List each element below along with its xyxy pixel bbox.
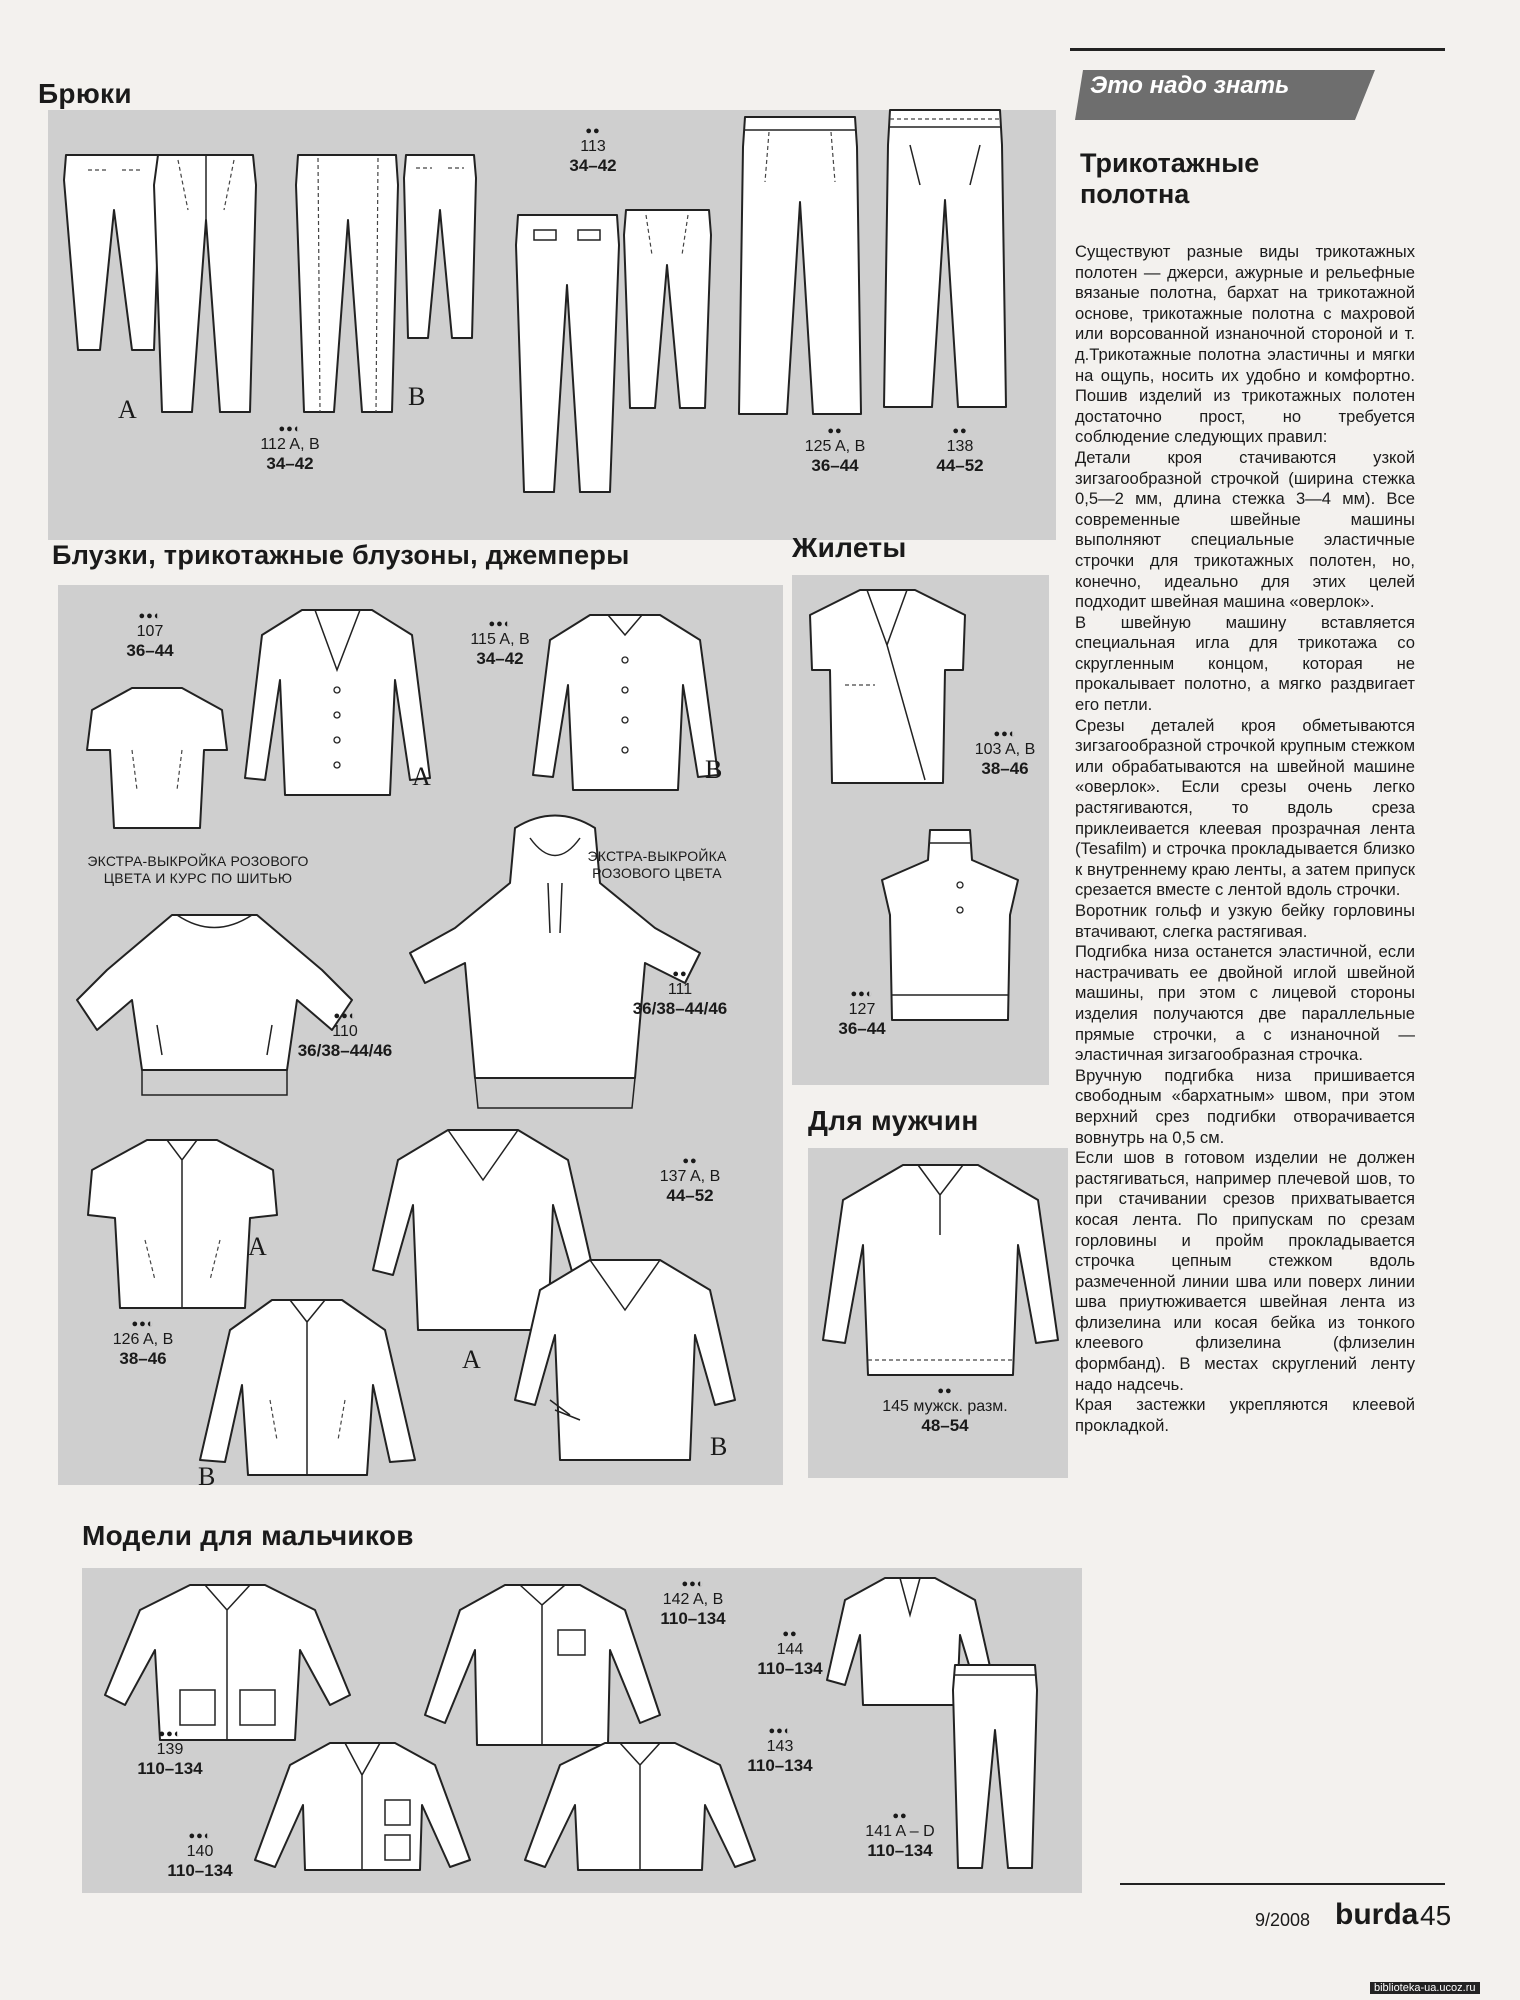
model-number: 127 <box>848 1001 876 1018</box>
variant-letter-b: B <box>408 382 426 411</box>
article-paragraph: Подгибка низа останется эластичной, если настрачивать ее двойной иглой швейной машины, при этом с лицевой стороны изделия получаются две параллельные прямые строчки, а с изнаночной — эластичная зигзагообразная строчка. <box>1075 942 1415 1065</box>
article-paragraph: Края застежки укрепляются клеевой прокладкой. <box>1075 1395 1415 1435</box>
trousers-112b-sketch <box>290 150 405 420</box>
article-paragraph: Воротник гольф и узкую бейку горловины втачивают, слегка растягивая. <box>1075 901 1415 941</box>
model-size: 38–46 <box>981 759 1029 778</box>
footer-page-number: 45 <box>1420 1900 1452 1931</box>
model-number: 111 <box>667 981 693 998</box>
jacket-139-sketch <box>100 1575 355 1745</box>
model-size: 48–54 <box>921 1416 969 1435</box>
section-title-boys: Модели для мальчиков <box>82 1520 414 1551</box>
variant-letter-a: A <box>248 1232 267 1261</box>
model-number: 107 <box>136 623 164 640</box>
model-number: 126 A, B <box>112 1331 174 1348</box>
blouson-110-sketch <box>72 900 357 1100</box>
model-size: 110–134 <box>167 1861 233 1880</box>
model-label-103 <box>965 728 1045 778</box>
difficulty-dots: ●● <box>782 1628 798 1640</box>
trousers-141-sketch <box>950 1660 1040 1875</box>
trousers-138-sketch <box>880 105 1010 415</box>
model-label-143 <box>730 1725 830 1775</box>
section-title-blouses: Блузки, трикотажные блузоны, джемперы <box>52 540 630 570</box>
blouse-115b-sketch <box>528 605 723 795</box>
difficulty-dots: ●●◐ <box>138 610 162 622</box>
model-label-141 <box>845 1810 955 1860</box>
variant-letter-a: A <box>412 762 431 791</box>
model-label-107 <box>110 610 190 660</box>
section-title-trousers: Брюки <box>38 78 132 109</box>
article-paragraph: Если шов в готовом изделии не должен растягиваться, например плечевой шов, то при стачивании срезов прихватывается косая лента. По припускам по срезам горловины и пройм прокладывается строчка цепным стежком вдоль размеченной линии шва или поверх линии шва приутюживается швейная лента из флизелина или косая бейка из тонкого клеевого флизелина (флизелин формбанд). В местах скруглений ленту надо надсечь. <box>1075 1148 1415 1394</box>
note-extra-pink: ЭКСТРА-ВЫКРОЙКА РОЗОВОГО ЦВЕТА <box>587 848 727 881</box>
article-paragraph: Детали кроя стачиваются узкой зигзагообразной строчкой (ширина стежка 0,5—2 мм, длина стежка 3—4 мм). Все современные швейные машины выполняют специальные эластичные строчки для трикотажных полотен, но, конечно, идеально для этих целей подходит швейная машина «оверлок». <box>1075 447 1415 612</box>
trousers-112a-front-sketch <box>148 150 263 420</box>
sidebar-article <box>1075 242 1415 1436</box>
blouse-115a-sketch <box>240 600 435 800</box>
variant-letter-b: B <box>198 1462 216 1491</box>
model-size: 36/38–44/46 <box>297 1041 393 1060</box>
footer-watermark: biblioteka-ua.ucoz.ru <box>1370 1982 1480 1994</box>
model-label-144 <box>745 1628 835 1678</box>
model-number: 141 A – D <box>865 1823 935 1840</box>
vest-103-sketch <box>805 585 970 790</box>
model-number: 145 <box>882 1398 909 1415</box>
difficulty-dots: ●● <box>892 1810 908 1822</box>
model-number: 125 A, B <box>804 438 866 455</box>
variant-letter-b: B <box>705 755 723 784</box>
trousers-113-back-sketch <box>620 205 715 415</box>
difficulty-dots: ●●◐ <box>188 1830 212 1842</box>
difficulty-dots: ●●◐ <box>333 1010 357 1022</box>
model-label-145 <box>880 1385 1010 1435</box>
footer-issue: 9/2008 <box>1255 1910 1311 1930</box>
model-label-139 <box>125 1728 215 1778</box>
footer-brand-logo: burda <box>1335 1898 1419 1931</box>
model-label-127 <box>822 988 902 1038</box>
jumper-137b-sketch <box>510 1250 740 1465</box>
model-size: 110–134 <box>757 1659 823 1678</box>
model-number: 139 <box>156 1741 184 1758</box>
model-size: 34–42 <box>476 649 524 668</box>
article-paragraph: Срезы деталей кроя обметываются зигзагообразной строчкой крупным стежком или обрабатываются на швейной машине «оверлок». Если срезы очень легко растягиваются, то вдоль среза приклеивается клеевая прозрачная лента (Tesafilm) и строчка прокладывается близко к внутреннему краю ленты, а затем припуск срезается вместе с лентой вдоль строчки. <box>1075 715 1415 900</box>
model-size: 34–42 <box>569 156 617 175</box>
difficulty-dots: ●●◐ <box>681 1578 705 1590</box>
shirt-143-sketch <box>520 1735 760 1875</box>
difficulty-dots: ●●◐ <box>488 618 512 630</box>
difficulty-dots: ●●◐ <box>158 1728 182 1740</box>
article-paragraph: Существуют разные виды трикотажных полотен — джерси, ажурные и рельефные вязаные полотна, бархат на трикотажной основе, трикотажные полотна с махровой или ворсованной изнаночной стороной и т. д.Трикотажные полотна эластичны и мягки на ощупь, носить их удобно и комфортно. Пошив изделий из трикотажных полотен достаточно прост, но требуется соблюдение следующих правил: <box>1075 242 1415 447</box>
note-extra-course: ЭКСТРА-ВЫКРОЙКА РОЗОВОГО ЦВЕТА И КУРС ПО ШИТЬЮ <box>87 853 309 886</box>
model-size: 36–44 <box>838 1019 886 1038</box>
difficulty-dots: ●● <box>682 1155 698 1167</box>
model-number: 112 A, B <box>260 436 320 453</box>
model-label-111 <box>610 968 750 1018</box>
sidebar-top-rule <box>1070 48 1445 51</box>
model-size: 44–52 <box>666 1186 714 1205</box>
pullover-145-sketch <box>818 1155 1063 1380</box>
variant-letter-a: A <box>118 395 137 424</box>
model-label-137 <box>640 1155 740 1205</box>
model-size-note: мужск. разм. <box>913 1398 1008 1415</box>
model-label-140 <box>150 1830 250 1880</box>
sidebar-bottom-rule <box>1120 1883 1445 1885</box>
model-size: 38–46 <box>119 1349 167 1368</box>
model-size: 34–42 <box>266 454 314 473</box>
model-size: 110–134 <box>137 1759 203 1778</box>
model-number: 143 <box>766 1738 794 1755</box>
difficulty-dots: ●●◐ <box>768 1725 792 1737</box>
variant-letter-a: A <box>462 1345 481 1374</box>
model-number: 110 <box>332 1023 358 1040</box>
model-size: 36–44 <box>126 641 174 660</box>
model-label-126 <box>88 1318 198 1368</box>
section-title-vests: Жилеты <box>792 532 907 563</box>
model-label-112 <box>230 423 350 473</box>
jacket-140-sketch <box>250 1735 475 1875</box>
blouse-126a-sketch <box>85 1130 280 1315</box>
model-size: 110–134 <box>867 1841 933 1860</box>
model-size: 110–134 <box>660 1609 726 1628</box>
model-number: 113 <box>580 138 606 155</box>
model-number: 103 A, B <box>974 741 1036 758</box>
section-title-men: Для мужчин <box>808 1105 979 1136</box>
difficulty-dots: ●● <box>937 1385 953 1397</box>
variant-letter-b: B <box>710 1432 728 1461</box>
model-number: 137 A, B <box>659 1168 721 1185</box>
model-number: 140 <box>186 1843 214 1860</box>
model-size: 110–134 <box>747 1756 813 1775</box>
model-size: 36/38–44/46 <box>632 999 728 1018</box>
model-number: 115 A, B <box>470 631 530 648</box>
difficulty-dots: ●●◐ <box>278 423 302 435</box>
difficulty-dots: ●●◐ <box>993 728 1017 740</box>
sidebar-title: Трикотажные полотна <box>1080 148 1260 209</box>
model-size: 36–44 <box>811 456 859 475</box>
sidebar-tag: Это надо знать <box>1090 72 1290 99</box>
article-paragraph: В швейную машину вставляется специальная игла для трикотажа со скругленным концом, которая не прокалывает полотно, а мягко раздвигает его петли. <box>1075 612 1415 715</box>
model-number: 142 A, B <box>662 1591 724 1608</box>
trousers-113-front-sketch <box>510 210 625 500</box>
difficulty-dots: ●● <box>952 425 968 437</box>
blouse-107-sketch <box>82 680 232 835</box>
trousers-125-sketch <box>735 112 865 422</box>
trousers-112b-back-sketch <box>400 150 480 345</box>
model-size: 44–52 <box>936 456 984 475</box>
article-paragraph: Вручную подгибка низа пришивается свободным «бархатным» швом, при этом верхний срез подгибки отворачивается вовнутрь на 0,5 см. <box>1075 1065 1415 1147</box>
model-number: 138 <box>946 438 974 455</box>
difficulty-dots: ●●◐ <box>131 1318 155 1330</box>
model-label-113 <box>548 125 638 175</box>
difficulty-dots: ●● <box>672 968 688 980</box>
difficulty-dots: ●● <box>827 425 843 437</box>
model-number: 144 <box>776 1641 804 1658</box>
model-label-138 <box>910 425 1010 475</box>
difficulty-dots: ●● <box>585 125 601 137</box>
model-label-125 <box>775 425 895 475</box>
model-label-110 <box>285 1010 405 1060</box>
model-label-142 <box>628 1578 758 1628</box>
difficulty-dots: ●●◐ <box>850 988 874 1000</box>
